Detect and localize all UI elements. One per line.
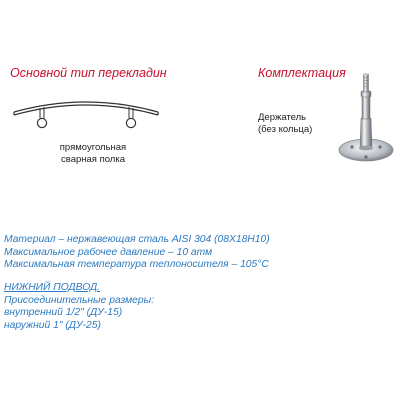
connection-heading: НИЖНИЙ ПОДВОД. xyxy=(4,282,101,293)
holder-pin-icon xyxy=(330,66,400,168)
specs-block xyxy=(4,234,396,272)
spec-line-material: Материал – нержавеющая сталь AISI 304 (08Х18Н10) xyxy=(4,234,270,245)
holder-caption-line: (без кольца) xyxy=(258,124,313,135)
connection-line: внутренний 1/2" (ДУ-15) xyxy=(4,307,123,318)
crossbar-caption-line: прямоугольная xyxy=(59,142,127,153)
crossbar-section-title: Основной тип перекладин xyxy=(10,66,167,80)
holder-caption xyxy=(258,112,312,136)
kit-section-title: Комплектация xyxy=(258,66,346,80)
holder-caption-line: Держатель xyxy=(258,112,307,123)
connection-line: наружний 1" (ДУ-25) xyxy=(4,319,101,331)
connection-line: Присоединительные размеры: xyxy=(4,294,155,306)
spec-line-temperature: Максимальная температура теплоносителя – 105°С xyxy=(4,259,269,270)
crossbar-caption-line: сварная полка xyxy=(61,154,125,165)
curved-crossbar-icon xyxy=(8,92,168,136)
connection-specs-block xyxy=(4,282,396,332)
crossbar-caption xyxy=(50,142,136,166)
spec-line-pressure: Максимальное рабочее давление – 10 атм xyxy=(4,246,213,258)
